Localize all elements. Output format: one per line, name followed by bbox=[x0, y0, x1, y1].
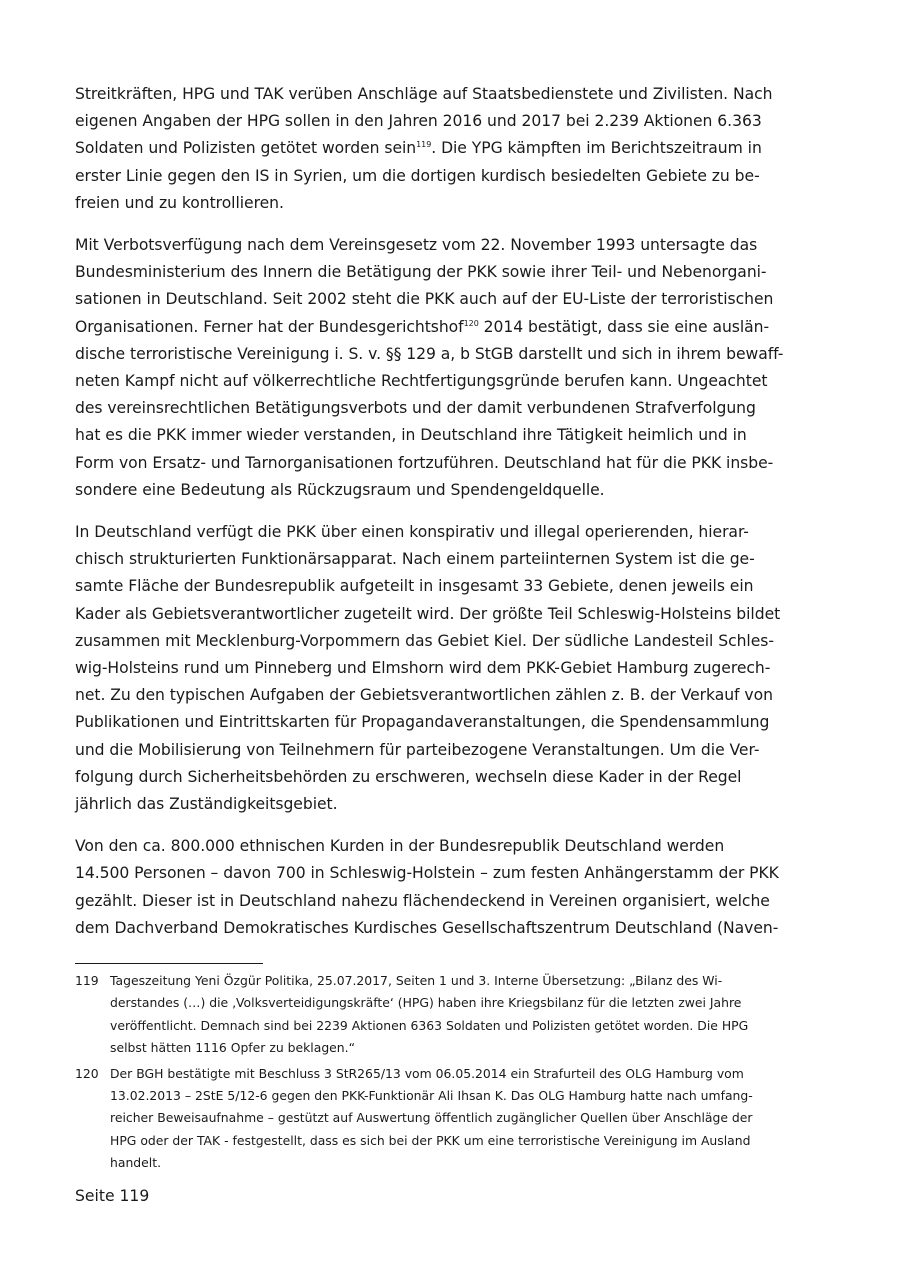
footnote-line: 13.02.2013 – 2StE 5/12-6 gegen den PKK-Funktionär Ali Ihsan K. Das OLG Hamburg hatte nach umfang- bbox=[110, 1088, 753, 1104]
text-line: Bundesministerium des Innern die Betätigung der PKK sowie ihrer Teil- und Nebenorgani- bbox=[75, 263, 767, 282]
text-line: jährlich das Zuständigkeitsgebiet. bbox=[75, 795, 338, 814]
text-line: hat es die PKK immer wieder verstanden, in Deutschland ihre Tätigkeit heimlich und in bbox=[75, 426, 747, 445]
text-line bbox=[75, 314, 835, 341]
text-line: 14.500 Personen – davon 700 in Schleswig-Holstein – zum festen Anhängerstamm der PKK bbox=[75, 864, 779, 883]
text-segment: . Die YPG kämpften im Berichtszeitraum in bbox=[431, 139, 762, 158]
text-line: eigenen Angaben der HPG sollen in den Jahren 2016 und 2017 bei 2.239 Aktionen 6.363 bbox=[75, 112, 762, 131]
text-line: wig-Holsteins rund um Pinneberg und Elmshorn wird dem PKK-Gebiet Hamburg zugerech- bbox=[75, 659, 771, 678]
footnote-ref-119[interactable]: 119 bbox=[416, 140, 432, 150]
text-line: dem Dachverband Demokratisches Kurdisches Gesellschaftszentrum Deutschland (Naven- bbox=[75, 918, 779, 937]
footnote-line: handelt. bbox=[110, 1155, 162, 1171]
footnote-line: HPG oder der TAK - festgestellt, dass es sich bei der PKK um eine terroristische Vereinigung im Ausland bbox=[110, 1132, 751, 1148]
text-line: Mit Verbotsverfügung nach dem Vereinsgesetz vom 22. November 1993 untersagte das bbox=[75, 236, 758, 255]
text-line: Streitkräften, HPG und TAK verüben Anschläge auf Staatsbedienstete und Zivilisten. Nach bbox=[75, 85, 773, 103]
footnote-119 bbox=[75, 970, 835, 1060]
text-line: gezählt. Dieser ist in Deutschland nahezu flächendeckend in Vereinen organisiert, welche bbox=[75, 891, 770, 910]
text-line: sationen in Deutschland. Seit 2002 steht die PKK auch auf der EU-Liste der terroristischen bbox=[75, 290, 774, 309]
text-line: chisch strukturierten Funktionärsapparat. Nach einem parteiinternen System ist die ge- bbox=[75, 550, 755, 569]
footnote-line: derstandes (…) die ‚Volksverteidigungskräfte‘ (HPG) haben ihre Kriegsbilanz für die letzten zwei Jahre bbox=[110, 995, 742, 1011]
text-line: erster Linie gegen den IS in Syrien, um die dortigen kurdisch besiedelten Gebiete zu be- bbox=[75, 166, 760, 185]
text-segment: Organisationen. Ferner hat der Bundesgerichtshof bbox=[75, 317, 464, 336]
text-segment: 2014 bestätigt, dass sie eine auslän- bbox=[478, 317, 770, 336]
footnotes bbox=[75, 970, 835, 1178]
footnote-line: reicher Beweisaufnahme – gestützt auf Auswertung öffentlich zugänglicher Quellen über Anschläge der bbox=[110, 1110, 753, 1126]
text-line: net. Zu den typischen Aufgaben der Gebietsverantwortlichen zählen z. B. der Verkauf von bbox=[75, 686, 773, 705]
paragraph-4 bbox=[75, 833, 835, 942]
text-line: des vereinsrechtlichen Betätigungsverbots und der damit verbundenen Strafverfolgung bbox=[75, 399, 756, 418]
footnote-number: 119 bbox=[75, 973, 99, 988]
page-body bbox=[75, 81, 835, 957]
paragraph-2 bbox=[75, 232, 835, 504]
text-line: freien und zu kontrollieren. bbox=[75, 193, 284, 212]
text-line: zusammen mit Mecklenburg-Vorpommern das Gebiet Kiel. Der südliche Landesteil Schles- bbox=[75, 631, 774, 650]
footnote-number: 120 bbox=[75, 1065, 99, 1081]
footnote-separator bbox=[75, 963, 263, 964]
footnote-line: selbst hätten 1116 Opfer zu beklagen.“ bbox=[110, 1040, 356, 1056]
text-line: folgung durch Sicherheitsbehörden zu erschweren, wechseln diese Kader in der Regel bbox=[75, 767, 742, 786]
paragraph-1 bbox=[75, 81, 835, 217]
text-line: und die Mobilisierung von Teilnehmern für parteibezogene Veranstaltungen. Um die Ver- bbox=[75, 740, 760, 759]
text-line bbox=[75, 135, 835, 162]
text-line: dische terroristische Vereinigung i. S. v. §§ 129 a, b StGB darstellt und sich in ihrem bewaff- bbox=[75, 344, 784, 363]
footnote-ref-120[interactable]: 120 bbox=[463, 318, 479, 328]
text-line: Form von Ersatz- und Tarnorganisationen fortzuführen. Deutschland hat für die PKK insbe- bbox=[75, 453, 774, 472]
text-line: samte Fläche der Bundesrepublik aufgeteilt in insgesamt 33 Gebiete, denen jeweils ein bbox=[75, 577, 754, 596]
text-line: Publikationen und Eintrittskarten für Propagandaveranstaltungen, die Spendensammlung bbox=[75, 713, 770, 732]
text-line: Kader als Gebietsverantwortlicher zugeteilt wird. Der größte Teil Schleswig-Holsteins bildet bbox=[75, 604, 781, 623]
text-line: sondere eine Bedeutung als Rückzugsraum und Spendengeldquelle. bbox=[75, 480, 605, 499]
footnote-line: Der BGH bestätigte mit Beschluss 3 StR265/13 vom 06.05.2014 ein Strafurteil des OLG Hamburg vom bbox=[110, 1065, 744, 1081]
text-segment: Soldaten und Polizisten getötet worden sein bbox=[75, 139, 417, 158]
page-number: Seite 119 bbox=[75, 1187, 150, 1205]
text-line: Von den ca. 800.000 ethnischen Kurden in der Bundesrepublik Deutschland werden bbox=[75, 837, 725, 856]
paragraph-3 bbox=[75, 519, 835, 818]
text-line: neten Kampf nicht auf völkerrechtliche Rechtfertigungsgründe berufen kann. Ungeachtet bbox=[75, 372, 768, 391]
footnote-line: Tageszeitung Yeni Özgür Politika, 25.07.2017, Seiten 1 und 3. Interne Übersetzung: „Bilanz des Wi- bbox=[110, 973, 723, 988]
text-line: In Deutschland verfügt die PKK über einen konspirativ und illegal operierenden, hierar- bbox=[75, 523, 749, 542]
footnote-line: veröffentlicht. Demnach sind bei 2239 Aktionen 6363 Soldaten und Polizisten getötet worden. Die HPG bbox=[110, 1017, 749, 1033]
footnote-120 bbox=[75, 1063, 835, 1175]
